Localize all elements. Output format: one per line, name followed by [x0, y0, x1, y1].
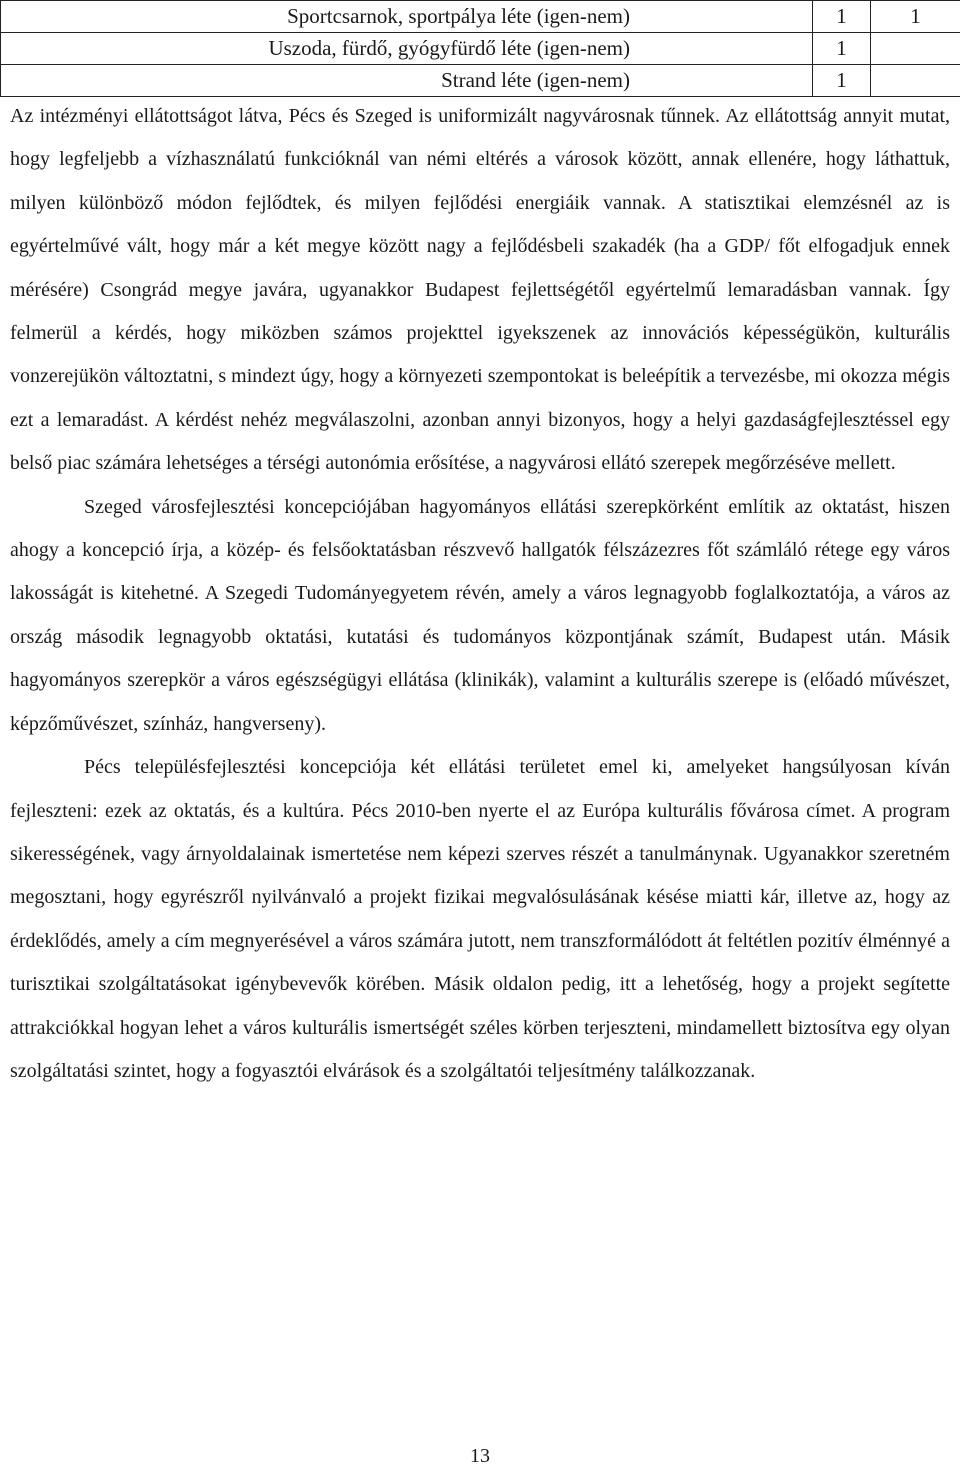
table-cell-value — [871, 33, 960, 65]
table-cell-value — [871, 65, 960, 97]
paragraph: Az intézményi ellátottságot látva, Pécs és Szeged is uniformizált nagyvárosnak tűnnek. Az ellátottság annyit mutat, hogy legfeljebb a vízhasználatú funkcióknál van némi eltérés a városok között, annak ellenére, hogy láthattuk, milyen különböző módon fejlődtek, és milyen fejlődési energiáik vannak. A statisztikai elemzésnél az is egyértelművé vált, hogy már a két megye között nagy a fejlődésbeli szakadék (ha a GDP/ főt elfogadjuk ennek mérésére) Csongrád megye javára, ugyanakkor Budapest fejlettségétől egyértelmű lemaradásban vannak. Így felmerül a kérdés, hogy miközben számos projekttel igyekszenek az innovációs képességükön, kulturális vonzerejükön változtatni, s mindezt úgy, hogy a környezeti szempontokat is beleépítik a tervezésbe, mi okozza mégis ezt a lemaradást. A kérdést nehéz megválaszolni, azonban annyi bizonyos, hogy a helyi gazdaságfejlesztéssel egy belső piac számára lehetséges a térségi autonómia erősítése, a nagyvárosi ellátó szerepek megőrzéséve mellett. — [10, 105, 950, 475]
body-text — [10, 95, 950, 1093]
page-number: 13 — [470, 1445, 490, 1467]
indicator-table — [0, 0, 960, 97]
table-row-label: Uszoda, fürdő, gyógyfürdő léte (igen-nem) — [1, 33, 813, 65]
paragraph: Pécs településfejlesztési koncepciója két ellátási területet emel ki, amelyeket hangsúlyosan kíván fejleszteni: ezek az oktatás, és a kultúra. Pécs 2010-ben nyerte el az Európa kulturális fővárosa címet. A program sikerességének, vagy árnyoldalainak ismertetése nem képezi szerves részét a tanulmánynak. Ugyanakkor szeretném megosztani, hogy egyrészről nyilvánvaló a projekt fizikai megvalósulásának késése miatti kár, illetve az, hogy az érdeklődés, amely a cím megnyerésével a város számára jutott, nem transzformálódott át feltétlen pozitív élménnyé a turisztikai szolgáltatásokat igénybevevők körében. Másik oldalon pedig, itt a lehetőség, hogy a projekt segítette attrakciókkal hogyan lehet a város kulturális ismertségét széles körben terjeszteni, mindamellett biztosítva egy olyan szolgáltatási szintet, hogy a fogyasztói elvárások és a szolgáltatói teljesítmény találkozzanak. — [10, 756, 950, 1082]
paragraph: Szeged városfejlesztési koncepciójában hagyományos ellátási szerepkörként említik az oktatást, hiszen ahogy a koncepció írja, a közép- és felsőoktatásban részvevő hallgatók félszázezres főt számláló rétege egy város lakosságát is kitehetné. A Szegedi Tudományegyetem révén, amely a város legnagyobb foglalkoztatója, a város az ország második legnagyobb oktatási, kutatási és tudományos központjának számít, Budapest után. Másik hagyományos szerepkör a város egészségügyi ellátása (klinikák), valamint a kulturális szerepe is (előadó művészet, képzőművészet, színház, hangverseny). — [10, 495, 950, 735]
table-row-label: Strand léte (igen-nem) — [1, 65, 813, 97]
table-row — [1, 65, 960, 97]
table-cell-value: 1 — [813, 65, 871, 97]
table-row-label: Sportcsarnok, sportpálya léte (igen-nem) — [1, 1, 813, 33]
table-row — [1, 33, 960, 65]
table-cell-value: 1 — [871, 1, 960, 33]
table-cell-value: 1 — [813, 33, 871, 65]
table-row — [1, 1, 960, 33]
table-cell-value: 1 — [813, 1, 871, 33]
